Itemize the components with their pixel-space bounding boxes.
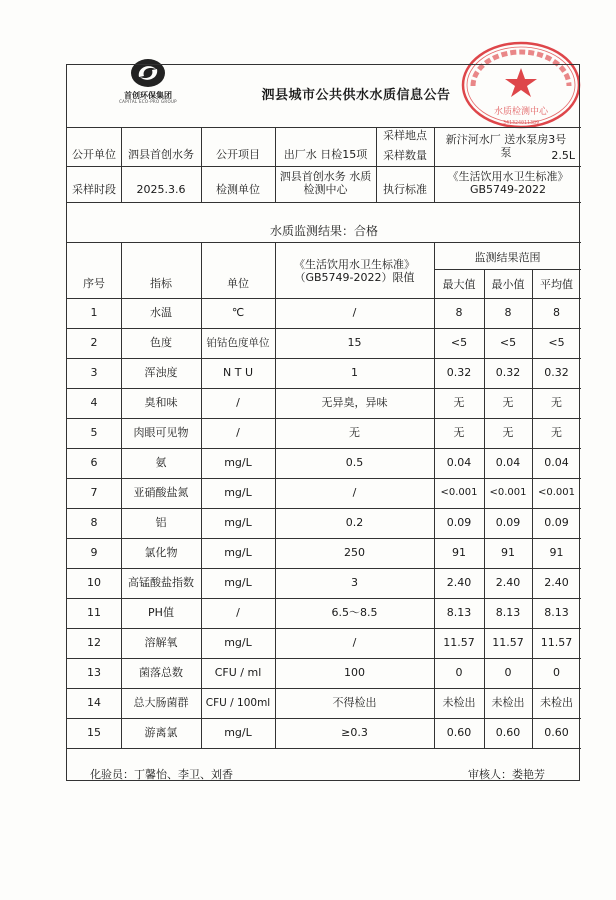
row-index: 13 <box>87 665 101 679</box>
row-avg: <5 <box>548 335 565 349</box>
row-limit: 100 <box>344 665 365 679</box>
row-indicator: 水温 <box>150 305 172 319</box>
company-name: 首创环保集团 <box>124 91 172 100</box>
row-max: 8.13 <box>446 605 472 619</box>
row-index: 9 <box>90 545 98 559</box>
test-unit-value: 泗县首创水务 水质检测中心 <box>279 170 372 196</box>
row-unit: mg/L <box>224 515 252 529</box>
row-max: 11.57 <box>443 635 475 649</box>
row-min: 11.57 <box>492 635 524 649</box>
row-indicator: 氯化物 <box>144 545 178 559</box>
row-indicator: 亚硝酸盐氮 <box>133 485 189 499</box>
row-unit: mg/L <box>224 485 252 499</box>
row-min: 2.40 <box>495 575 521 589</box>
row-unit: CFU / 100ml <box>205 696 271 709</box>
col-header-min: 最小值 <box>491 278 525 292</box>
row-max: 0.04 <box>446 455 472 469</box>
row-limit: 15 <box>347 335 362 349</box>
row-min: 无 <box>502 425 514 439</box>
row-avg: 8 <box>553 305 560 319</box>
row-min: 0.09 <box>495 515 521 529</box>
row-index: 3 <box>90 365 98 379</box>
row-max: 0.09 <box>446 515 472 529</box>
row-min: 无 <box>502 395 514 409</box>
col-header-avg: 平均值 <box>540 278 573 292</box>
item-value: 出厂水 日检15项 <box>283 148 368 162</box>
row-index: 5 <box>90 425 98 439</box>
test-unit-label: 检测单位 <box>216 183 260 197</box>
testers-signature: 化验员：丁馨怡、李卫、刘香 <box>90 768 233 781</box>
row-index: 15 <box>87 725 101 739</box>
row-index: 6 <box>90 455 98 469</box>
item-label: 公开项目 <box>216 148 260 162</box>
row-unit: / <box>236 605 240 619</box>
row-index: 2 <box>90 335 98 349</box>
row-unit: N T U <box>223 365 253 379</box>
row-unit: / <box>236 395 240 409</box>
row-limit: 无异臭，异味 <box>321 395 388 409</box>
sample-place-value: 新汴河水厂 送水泵房3号泵 <box>445 132 567 159</box>
row-min: 8.13 <box>495 605 521 619</box>
row-unit: 铂钴色度单位 <box>206 336 270 349</box>
row-avg: 2.40 <box>544 575 569 589</box>
publisher-value: 泗县首创水务 <box>128 148 194 162</box>
row-indicator: PH值 <box>148 605 174 619</box>
row-avg: <0.001 <box>537 487 575 499</box>
row-index: 10 <box>87 575 101 589</box>
row-limit: 0.2 <box>345 515 364 529</box>
standard-value: 《生活饮用水卫生标准》 GB5749-2022 <box>447 170 569 196</box>
row-max: <5 <box>450 335 468 349</box>
col-header-limit: 《生活饮用水卫生标准》 （GB5749-2022）限值 <box>294 258 415 284</box>
row-avg: 0.60 <box>544 725 569 739</box>
row-min: 未检出 <box>491 695 525 709</box>
row-max: 2.40 <box>446 575 472 589</box>
row-avg: 0 <box>553 665 560 679</box>
row-min: <5 <box>499 335 517 349</box>
row-unit: mg/L <box>224 635 252 649</box>
row-limit: 不得检出 <box>332 695 377 709</box>
row-index: 7 <box>90 485 98 499</box>
standard-label: 执行标准 <box>383 183 427 197</box>
row-min: 0.60 <box>495 725 521 739</box>
sample-qty-value: 2.5L <box>551 148 575 162</box>
row-index: 12 <box>87 635 101 649</box>
row-index: 4 <box>90 395 98 409</box>
row-avg: 0.09 <box>544 515 569 529</box>
row-indicator: 色度 <box>150 335 172 349</box>
row-indicator: 肉眼可见物 <box>133 425 189 439</box>
row-limit: / <box>352 305 357 319</box>
row-max: 未检出 <box>442 695 476 709</box>
row-avg: 无 <box>551 425 562 439</box>
row-avg: 91 <box>549 545 564 559</box>
row-unit: mg/L <box>224 455 252 469</box>
row-avg: 8.13 <box>544 605 569 619</box>
row-limit: 6.5～8.5 <box>331 605 378 619</box>
row-max: 8 <box>455 305 463 319</box>
col-header-indicator: 指标 <box>150 276 172 290</box>
row-limit: 250 <box>344 545 365 559</box>
row-min: 0 <box>504 665 512 679</box>
row-unit: mg/L <box>224 725 252 739</box>
row-indicator: 高锰酸盐指数 <box>128 575 194 589</box>
reviewer-signature: 审核人：娄艳芳 <box>468 768 545 781</box>
svg-text:341324011389: 341324011389 <box>502 120 540 126</box>
publisher-label: 公开单位 <box>72 148 116 162</box>
row-max: 无 <box>453 395 465 409</box>
col-header-index: 序号 <box>83 276 105 290</box>
row-limit: 无 <box>349 425 360 439</box>
col-header-unit: 单位 <box>227 276 249 290</box>
row-indicator: 氨 <box>155 455 167 469</box>
row-min: 91 <box>501 545 515 559</box>
svg-text:水质检测中心: 水质检测中心 <box>493 107 549 117</box>
row-unit: mg/L <box>224 575 252 589</box>
row-limit: ≥0.3 <box>341 725 368 739</box>
col-header-range: 监测结果范围 <box>474 251 541 265</box>
row-index: 14 <box>87 695 101 709</box>
row-min: 8 <box>504 305 512 319</box>
row-avg: 0.32 <box>544 365 569 379</box>
page-title: 泗县城市公共供水水质信息公告 <box>261 88 451 103</box>
company-name-en: CAPITAL ECO-PRO GROUP <box>119 99 177 104</box>
row-max: 无 <box>453 425 465 439</box>
row-min: <0.001 <box>489 487 527 499</box>
row-index: 1 <box>90 305 98 319</box>
row-limit: 1 <box>351 365 358 379</box>
row-indicator: 菌落总数 <box>139 665 183 679</box>
row-min: 0.32 <box>495 365 521 379</box>
sample-time-value: 2025.3.6 <box>136 183 186 197</box>
row-avg: 未检出 <box>540 695 573 709</box>
row-indicator: 溶解氧 <box>144 635 178 649</box>
row-indicator: 游离氯 <box>144 725 178 739</box>
row-indicator: 总大肠菌群 <box>133 695 189 709</box>
water-quality-table <box>66 64 580 781</box>
row-max: 0 <box>455 665 463 679</box>
sample-place-label: 采样地点 <box>383 129 427 143</box>
row-max: <0.001 <box>440 487 478 499</box>
row-index: 11 <box>87 605 101 619</box>
row-max: 91 <box>452 545 466 559</box>
row-max: 0.60 <box>446 725 472 739</box>
row-limit: / <box>352 635 357 649</box>
row-avg: 无 <box>551 395 562 409</box>
row-indicator: 铝 <box>155 515 167 529</box>
row-min: 0.04 <box>495 455 521 469</box>
row-indicator: 臭和味 <box>144 395 178 409</box>
row-limit: 3 <box>351 575 358 589</box>
row-max: 0.32 <box>446 365 472 379</box>
row-unit: CFU / ml <box>214 665 262 679</box>
row-limit: / <box>352 485 357 499</box>
row-limit: 0.5 <box>345 455 364 469</box>
row-avg: 11.57 <box>540 635 573 649</box>
row-unit: mg/L <box>224 545 252 559</box>
sample-time-label: 采样时段 <box>72 183 116 197</box>
sample-qty-label: 采样数量 <box>383 148 427 162</box>
row-unit: ℃ <box>231 305 245 319</box>
row-avg: 0.04 <box>544 455 569 469</box>
result-summary: 水质监测结果：合格 <box>269 223 378 238</box>
row-unit: / <box>236 425 240 439</box>
row-indicator: 浑浊度 <box>144 365 178 379</box>
col-header-max: 最大值 <box>442 278 476 292</box>
row-index: 8 <box>90 515 98 529</box>
